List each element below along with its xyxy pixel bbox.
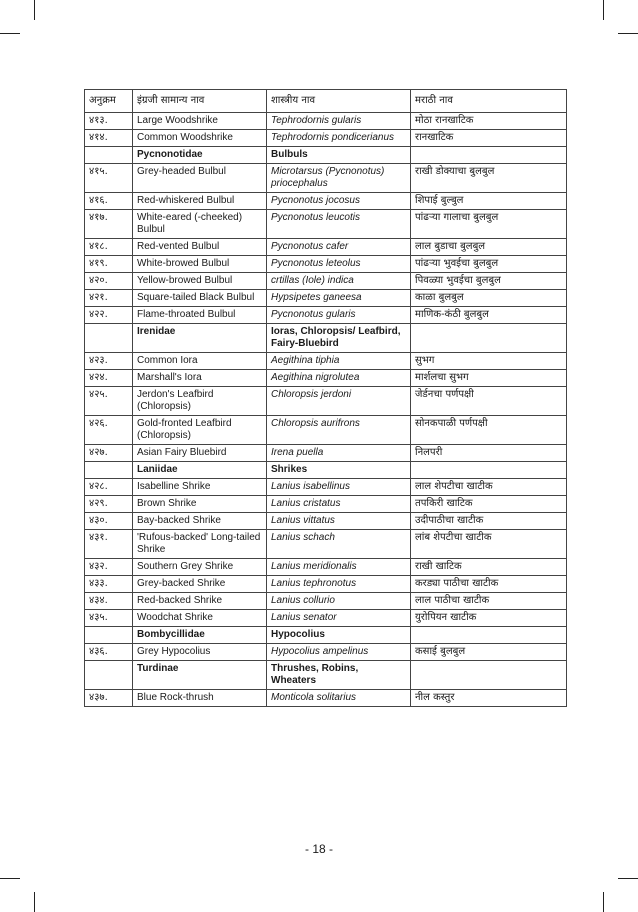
english-name: Grey-backed Shrike [133, 576, 267, 593]
crop-mark [34, 892, 35, 912]
header-marathi-name: मराठी नाव [411, 90, 567, 113]
header-scientific-name: शास्त्रीय नाव [267, 90, 411, 113]
family-row [85, 661, 567, 690]
english-name: Common Woodshrike [133, 130, 267, 147]
table-row [85, 530, 567, 559]
family-row [85, 462, 567, 479]
family-name: Turdinae [133, 661, 267, 690]
english-name: White-browed Bulbul [133, 256, 267, 273]
serial-number: ४१९. [85, 256, 133, 273]
table-row [85, 496, 567, 513]
table-row [85, 239, 567, 256]
serial-number: ४२३. [85, 353, 133, 370]
crop-mark [603, 892, 604, 912]
scientific-name: Tephrodornis gularis [267, 113, 411, 130]
english-name: Asian Fairy Bluebird [133, 445, 267, 462]
marathi-name: जेर्डनचा पर्णपक्षी [411, 387, 567, 416]
serial-number: ४३६. [85, 644, 133, 661]
table-row [85, 210, 567, 239]
crop-mark [0, 33, 20, 34]
serial-number: ४३२. [85, 559, 133, 576]
table-header-row [85, 90, 567, 113]
scientific-name: Microtarsus (Pycnonotus) priocephalus [267, 164, 411, 193]
scientific-name: Lanius vittatus [267, 513, 411, 530]
serial-number: ४३५. [85, 610, 133, 627]
serial-number: ४१६. [85, 193, 133, 210]
english-name: Square-tailed Black Bulbul [133, 290, 267, 307]
family-common-name: Bulbuls [267, 147, 411, 164]
table-row [85, 559, 567, 576]
serial-number: ४२६. [85, 416, 133, 445]
scientific-name: Aegithina tiphia [267, 353, 411, 370]
marathi-name: शिपाई बुल्बुल [411, 193, 567, 210]
table-row [85, 445, 567, 462]
marathi-name: लाल शेपटीचा खाटीक [411, 479, 567, 496]
marathi-name: रानखाटिक [411, 130, 567, 147]
english-name: Yellow-browed Bulbul [133, 273, 267, 290]
scientific-name: Pycnonotus leucotis [267, 210, 411, 239]
table-row [85, 370, 567, 387]
marathi-name: राखी खाटिक [411, 559, 567, 576]
serial-cell [85, 324, 133, 353]
marathi-name: मोठा रानखाटिक [411, 113, 567, 130]
serial-cell [85, 661, 133, 690]
family-name: Irenidae [133, 324, 267, 353]
serial-cell [85, 627, 133, 644]
header-english-common-name: इंग्रजी सामान्य नाव [133, 90, 267, 113]
english-name: Flame-throated Bulbul [133, 307, 267, 324]
serial-number: ४२९. [85, 496, 133, 513]
serial-number: ४३७. [85, 690, 133, 707]
scientific-name: Aegithina nigrolutea [267, 370, 411, 387]
marathi-cell [411, 661, 567, 690]
crop-mark [603, 0, 604, 20]
english-name: Common Iora [133, 353, 267, 370]
table-row [85, 387, 567, 416]
serial-number: ४२७. [85, 445, 133, 462]
table-row [85, 593, 567, 610]
family-name: Laniidae [133, 462, 267, 479]
page-number: - 18 - [304, 842, 333, 856]
scientific-name: Tephrodornis pondicerianus [267, 130, 411, 147]
marathi-cell [411, 324, 567, 353]
scientific-name: Lanius cristatus [267, 496, 411, 513]
serial-number: ४३१. [85, 530, 133, 559]
marathi-name: मार्शलचा सुभग [411, 370, 567, 387]
table-row [85, 576, 567, 593]
english-name: Brown Shrike [133, 496, 267, 513]
family-common-name: Hypocolius [267, 627, 411, 644]
family-row [85, 324, 567, 353]
english-name: Large Woodshrike [133, 113, 267, 130]
table-row [85, 130, 567, 147]
english-name: Marshall's Iora [133, 370, 267, 387]
english-name: Red-vented Bulbul [133, 239, 267, 256]
marathi-name: राखी डोक्याचा बुलबुल [411, 164, 567, 193]
table-row [85, 273, 567, 290]
english-name: Gold-fronted Leafbird (Chloropsis) [133, 416, 267, 445]
table-row [85, 193, 567, 210]
marathi-cell [411, 147, 567, 164]
family-name: Pycnonotidae [133, 147, 267, 164]
bird-species-table [84, 89, 567, 707]
english-name: Woodchat Shrike [133, 610, 267, 627]
english-name: White-eared (-cheeked) Bulbul [133, 210, 267, 239]
scientific-name: Pycnonotus gularis [267, 307, 411, 324]
marathi-name: करड्या पाठीचा खाटीक [411, 576, 567, 593]
english-name: Isabelline Shrike [133, 479, 267, 496]
table-row [85, 416, 567, 445]
family-common-name: Ioras, Chloropsis/ Leafbird, Fairy-Bluebird [267, 324, 411, 353]
marathi-name: काळा बुलबुल [411, 290, 567, 307]
serial-number: ४२४. [85, 370, 133, 387]
scientific-name: Lanius isabellinus [267, 479, 411, 496]
scientific-name: crtillas (Iole) indica [267, 273, 411, 290]
marathi-cell [411, 627, 567, 644]
serial-number: ४३३. [85, 576, 133, 593]
table-row [85, 290, 567, 307]
serial-number: ४२१. [85, 290, 133, 307]
crop-mark [618, 33, 638, 34]
table-row [85, 164, 567, 193]
scientific-name: Lanius meridionalis [267, 559, 411, 576]
serial-number: ४३४. [85, 593, 133, 610]
marathi-cell [411, 462, 567, 479]
english-name: Jerdon's Leafbird (Chloropsis) [133, 387, 267, 416]
english-name: Red-backed Shrike [133, 593, 267, 610]
table-body [85, 113, 567, 707]
crop-mark [34, 0, 35, 20]
scientific-name: Pycnonotus leteolus [267, 256, 411, 273]
marathi-name: लांब शेपटीचा खाटीक [411, 530, 567, 559]
english-name: Grey Hypocolius [133, 644, 267, 661]
table-row [85, 690, 567, 707]
table-row [85, 644, 567, 661]
table-row [85, 513, 567, 530]
marathi-name: निलपरी [411, 445, 567, 462]
family-common-name: Shrikes [267, 462, 411, 479]
table-row [85, 113, 567, 130]
serial-number: ४१३. [85, 113, 133, 130]
table-row [85, 307, 567, 324]
scientific-name: Hypsipetes ganeesa [267, 290, 411, 307]
scientific-name: Hypocolius ampelinus [267, 644, 411, 661]
english-name: 'Rufous-backed' Long-tailed Shrike [133, 530, 267, 559]
marathi-name: लाल बुडाचा बुलबुल [411, 239, 567, 256]
serial-number: ४२८. [85, 479, 133, 496]
table-row [85, 610, 567, 627]
scientific-name: Pycnonotus cafer [267, 239, 411, 256]
marathi-name: कसाई बुलबुल [411, 644, 567, 661]
serial-number: ४१४. [85, 130, 133, 147]
serial-number: ४१५. [85, 164, 133, 193]
crop-mark [618, 878, 638, 879]
family-row [85, 147, 567, 164]
scientific-name: Lanius schach [267, 530, 411, 559]
marathi-name: सुभग [411, 353, 567, 370]
serial-number: ४१७. [85, 210, 133, 239]
marathi-name: लाल पाठीचा खाटीक [411, 593, 567, 610]
marathi-name: पांढऱ्या भुवईचा बुलबुल [411, 256, 567, 273]
family-row [85, 627, 567, 644]
table-row [85, 256, 567, 273]
crop-mark [0, 878, 20, 879]
english-name: Southern Grey Shrike [133, 559, 267, 576]
marathi-name: सोनकपाळी पर्णपक्षी [411, 416, 567, 445]
scientific-name: Chloropsis jerdoni [267, 387, 411, 416]
serial-cell [85, 147, 133, 164]
serial-cell [85, 462, 133, 479]
marathi-name: नील कस्तुर [411, 690, 567, 707]
header-serial-number: अनुक्रम [85, 90, 133, 113]
scientific-name: Lanius collurio [267, 593, 411, 610]
marathi-name: माणिक-कंठी बुलबुल [411, 307, 567, 324]
english-name: Grey-headed Bulbul [133, 164, 267, 193]
english-name: Red-whiskered Bulbul [133, 193, 267, 210]
scientific-name: Pycnonotus jocosus [267, 193, 411, 210]
english-name: Blue Rock-thrush [133, 690, 267, 707]
serial-number: ४१८. [85, 239, 133, 256]
scientific-name: Chloropsis aurifrons [267, 416, 411, 445]
marathi-name: पांढऱ्या गालाचा बुलबुल [411, 210, 567, 239]
serial-number: ४३०. [85, 513, 133, 530]
family-common-name: Thrushes, Robins, Wheaters [267, 661, 411, 690]
table-row [85, 479, 567, 496]
scientific-name: Irena puella [267, 445, 411, 462]
marathi-name: उदीपाठीचा खाटीक [411, 513, 567, 530]
serial-number: ४२२. [85, 307, 133, 324]
serial-number: ४२५. [85, 387, 133, 416]
serial-number: ४२०. [85, 273, 133, 290]
english-name: Bay-backed Shrike [133, 513, 267, 530]
family-name: Bombycillidae [133, 627, 267, 644]
table-row [85, 353, 567, 370]
marathi-name: तपकिरी खाटिक [411, 496, 567, 513]
scientific-name: Lanius tephronotus [267, 576, 411, 593]
scientific-name: Lanius senator [267, 610, 411, 627]
marathi-name: युरोपियन खाटीक [411, 610, 567, 627]
marathi-name: पिवळ्या भुवईचा बुलबुल [411, 273, 567, 290]
scientific-name: Monticola solitarius [267, 690, 411, 707]
